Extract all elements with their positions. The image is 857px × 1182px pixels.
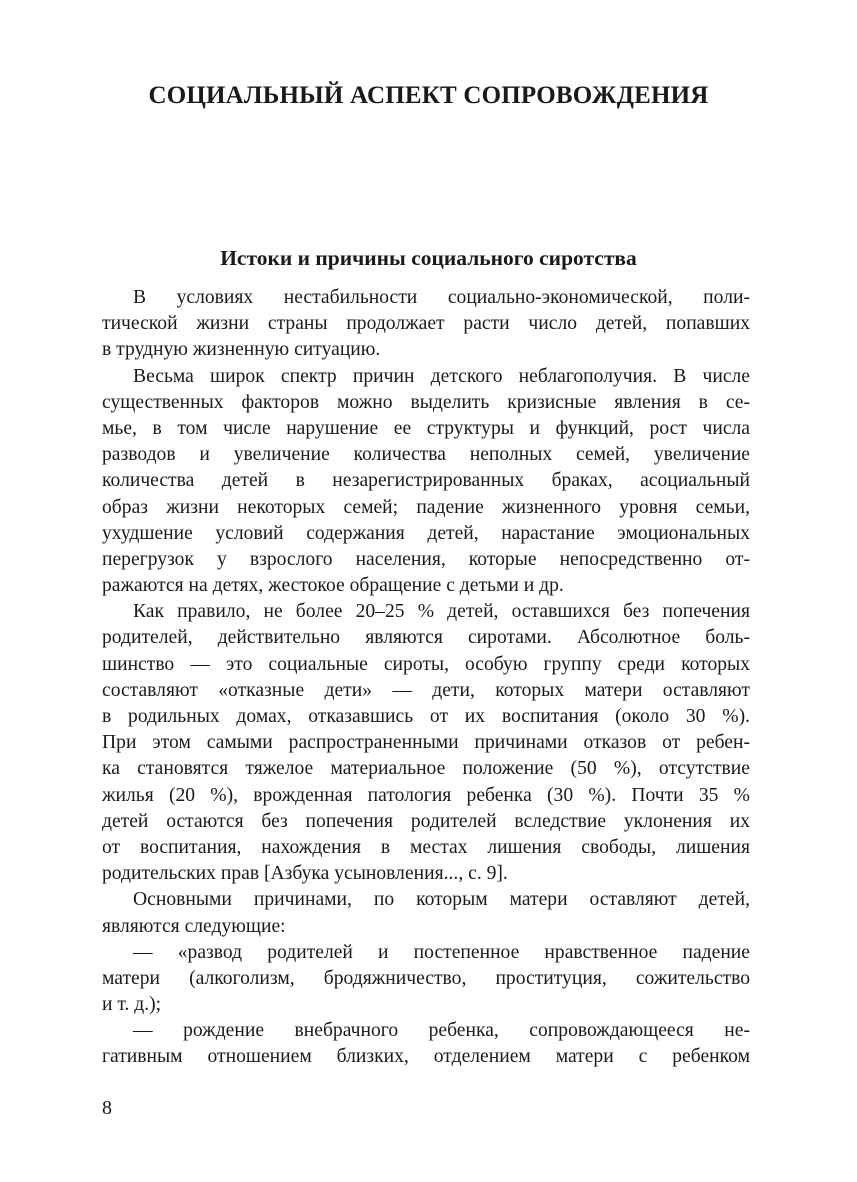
body-text <box>102 285 750 1071</box>
text-line: детей остаются без попечения родителей вследствие уклонения их <box>102 810 750 832</box>
text-line: Весьма широк спектр причин детского неблагополучия. В числе <box>133 365 750 387</box>
text-line: существенных факторов можно выделить кризисные явления в се- <box>102 391 750 413</box>
text-line: — «развод родителей и постепенное нравственное падение <box>133 941 750 963</box>
text-line: родителей, действительно являются сиротами. Абсолютное боль- <box>102 627 750 649</box>
text-line: количества детей в незарегистрированных браках, асоциальный <box>102 470 750 492</box>
text-line: и т. д.); <box>102 994 162 1016</box>
text-line: родительских прав [Азбука усыновления..., с. 9]. <box>102 863 508 885</box>
text-line: ражаются на детях, жестокое обращение с детьми и др. <box>102 575 564 597</box>
text-line: Основными причинами, по которым матери оставляют детей, <box>133 889 750 911</box>
section-title: Истоки и причины социального сиротства <box>220 246 637 270</box>
text-line: — рождение внебрачного ребенка, сопровождающееся не- <box>133 1020 750 1042</box>
text-line: шинство — это социальные сироты, особую группу среди которых <box>102 653 750 675</box>
text-line: Как правило, не более 20–25 % детей, оставшихся без попечения <box>133 601 750 623</box>
text-line: матери (алкоголизм, бродяжничество, проституция, сожительство <box>102 967 750 989</box>
text-line: гативным отношением близких, отделением матери с ребенком <box>102 1046 750 1068</box>
text-line: являются следующие: <box>102 915 286 937</box>
chapter-title: СОЦИАЛЬНЫЙ АСПЕКТ СОПРОВОЖДЕНИЯ <box>148 82 709 109</box>
text-line: ка становятся тяжелое материальное положение (50 %), отсутствие <box>102 758 750 780</box>
text-line: перегрузок у взрослого населения, которые непосредственно от- <box>102 548 750 570</box>
text-line: в родильных домах, отказавшись от их воспитания (около 30 %). <box>102 706 750 727</box>
page-number: 8 <box>102 1097 112 1119</box>
text-line: жилья (20 %), врожденная патология ребенка (30 %). Почти 35 % <box>102 784 750 806</box>
text-line: образ жизни некоторых семей; падение жизненного уровня семьи, <box>102 496 750 518</box>
text-line: разводов и увеличение количества неполных семей, увеличение <box>102 444 750 466</box>
text-line: составляют «отказные дети» — дети, которых матери оставляют <box>102 679 750 701</box>
text-line: мье, в том числе нарушение ее структуры и функций, рост числа <box>102 417 750 439</box>
text-line: от воспитания, нахождения в местах лишения свободы, лишения <box>102 836 750 858</box>
text-line: ухудшение условий содержания детей, нарастание эмоциональных <box>102 522 750 544</box>
text-line: в трудную жизненную ситуацию. <box>102 339 381 361</box>
text-line: В условиях нестабильности социально-экономической, поли- <box>133 287 750 308</box>
text-line: При этом самыми распространенными причинами отказов от ребен- <box>102 732 750 754</box>
text-line: тической жизни страны продолжает расти число детей, попавших <box>102 313 750 335</box>
